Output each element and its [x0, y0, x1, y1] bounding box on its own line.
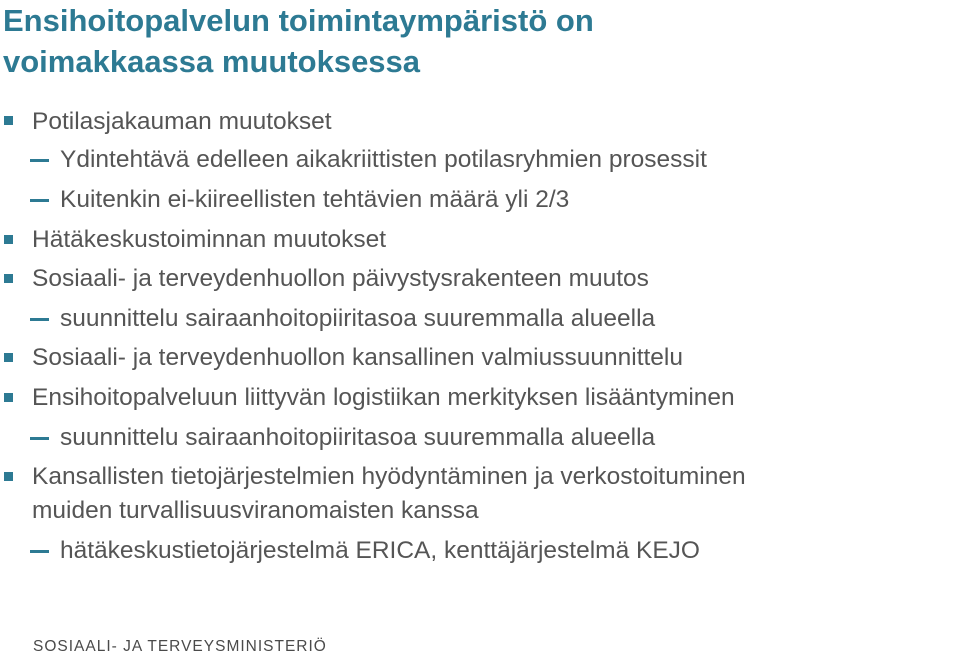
list-item: Kuitenkin ei-kiireellisten tehtävien määrä yli 2/3: [60, 186, 570, 213]
list-item: Ensihoitopalveluun liittyvän logistiikan merkityksen lisääntyminen: [32, 384, 735, 411]
list-item: Sosiaali- ja terveydenhuollon kansallinen valmiussuunnittelu: [32, 344, 683, 371]
dash-bullet-icon: [30, 199, 49, 202]
list-item: hätäkeskustietojärjestelmä ERICA, kenttäjärjestelmä KEJO: [60, 537, 700, 564]
list-item: Kansallisten tietojärjestelmien hyödyntäminen ja verkostoituminen: [32, 463, 746, 490]
list-item: suunnittelu sairaanhoitopiiritasoa suuremmalla alueella: [60, 424, 656, 451]
slide-title-line-1: Ensihoitopalvelun toimintaympäristö on: [3, 3, 594, 38]
list-item: Ydintehtävä edelleen aikakriittisten potilasryhmien prosessit: [60, 146, 707, 173]
square-bullet-icon: [4, 274, 13, 283]
square-bullet-icon: [4, 472, 13, 481]
square-bullet-icon: [4, 116, 13, 125]
dash-bullet-icon: [30, 159, 49, 162]
dash-bullet-icon: [30, 550, 49, 553]
footer-ministry-logo-text: SOSIAALI- JA TERVEYSMINISTERIÖ: [33, 638, 327, 655]
list-item: suunnittelu sairaanhoitopiiritasoa suuremmalla alueella: [60, 305, 656, 332]
slide-title-line-2: voimakkaassa muutoksessa: [3, 44, 421, 79]
dash-bullet-icon: [30, 437, 49, 440]
square-bullet-icon: [4, 353, 13, 362]
dash-bullet-icon: [30, 318, 49, 321]
square-bullet-icon: [4, 235, 13, 244]
list-item: Potilasjakauman muutokset: [32, 108, 332, 135]
list-item-continuation: muiden turvallisuusviranomaisten kanssa: [32, 497, 479, 524]
square-bullet-icon: [4, 393, 13, 402]
list-item: Hätäkeskustoiminnan muutokset: [32, 226, 387, 253]
list-item: Sosiaali- ja terveydenhuollon päivystysrakenteen muutos: [32, 265, 649, 292]
